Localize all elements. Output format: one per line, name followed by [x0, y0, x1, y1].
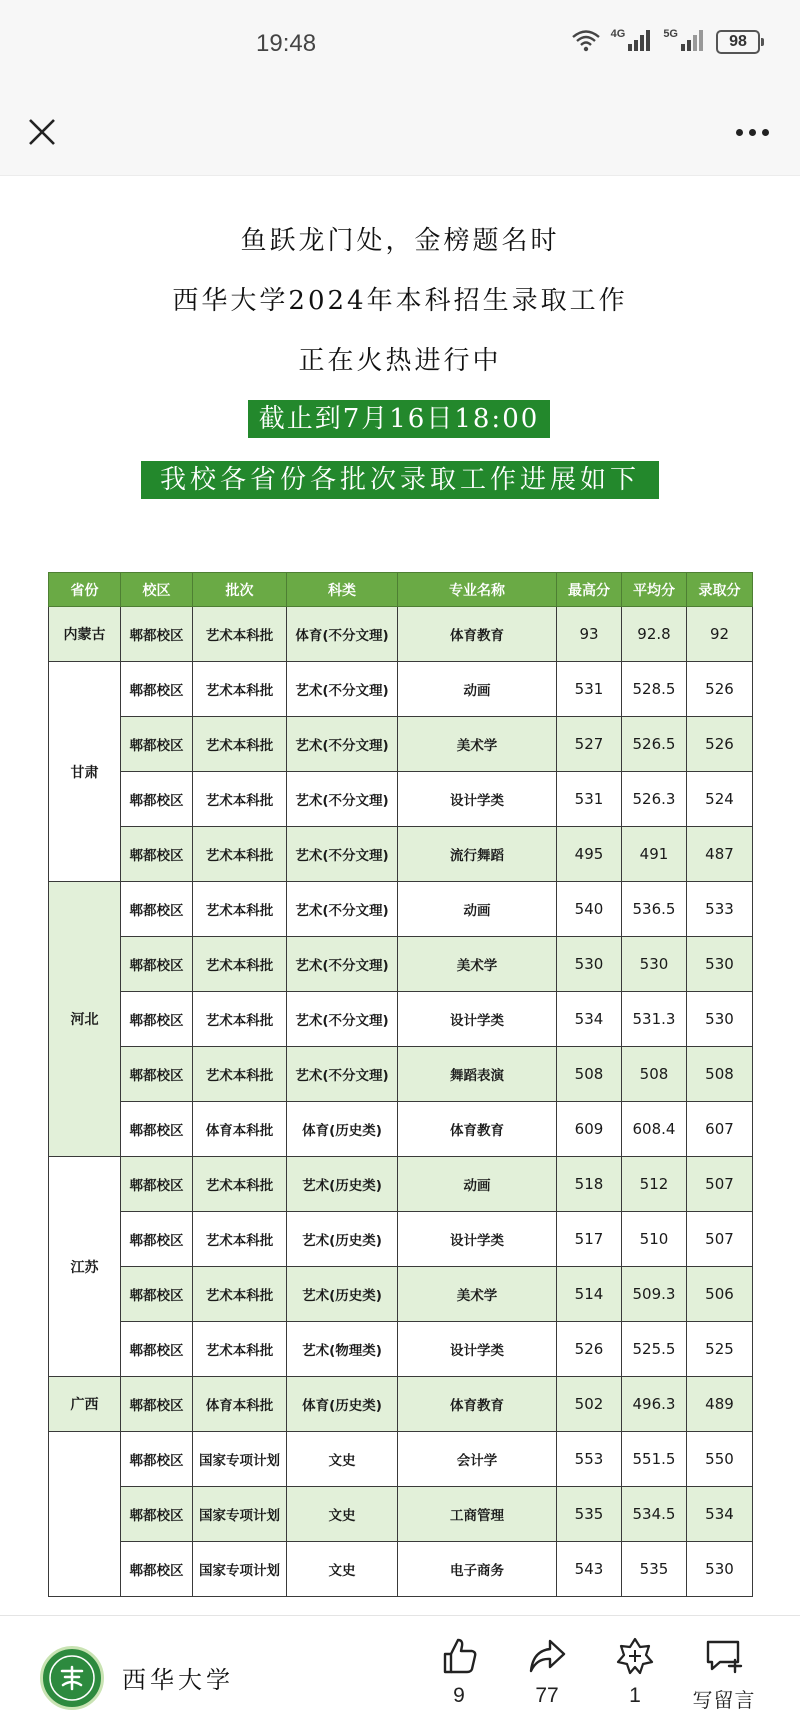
campus-cell: 郫都校区: [121, 1487, 193, 1542]
admit-score-cell: 525: [687, 1322, 753, 1377]
signal-icon: [680, 28, 706, 56]
batch-cell: 体育本科批: [193, 1377, 287, 1432]
max-score-cell: 502: [557, 1377, 622, 1432]
batch-cell: 艺术本科批: [193, 662, 287, 717]
network-label-2: 5G: [663, 28, 678, 40]
major-cell: 工商管理: [398, 1487, 557, 1542]
avg-score-cell: 528.5: [622, 662, 687, 717]
network-label-1: 4G: [610, 28, 626, 40]
table-row: [49, 827, 753, 882]
avg-score-cell: 496.3: [622, 1377, 687, 1432]
table-row: [49, 1487, 753, 1542]
avg-score-cell: 508: [622, 1047, 687, 1102]
wow-count: 1: [629, 1684, 641, 1707]
more-button[interactable]: [722, 108, 782, 156]
major-cell: 动画: [398, 1157, 557, 1212]
table-row: [49, 662, 753, 717]
table-row: [49, 1542, 753, 1597]
account-name[interactable]: 西华大学: [122, 1666, 234, 1694]
table-row: [49, 1432, 753, 1487]
table-row: [49, 607, 753, 662]
university-logo-icon[interactable]: [40, 1646, 104, 1710]
avg-score-cell: 526.3: [622, 772, 687, 827]
comment-label: 写留言: [692, 1688, 756, 1712]
more-icon-dot: [749, 129, 756, 136]
major-cell: 设计学类: [398, 1212, 557, 1267]
campus-cell: 郫都校区: [121, 937, 193, 992]
campus-cell: 郫都校区: [121, 1542, 193, 1597]
subject-cell: 艺术(物理类): [287, 1322, 398, 1377]
deadline-banner: 截止到7月16日18:00: [248, 400, 550, 438]
column-header: 批次: [193, 573, 287, 607]
wifi-icon: [571, 28, 601, 56]
table-row: [49, 1212, 753, 1267]
comment-plus-icon: [704, 1636, 744, 1676]
table-row: [49, 937, 753, 992]
campus-cell: 郫都校区: [121, 1212, 193, 1267]
max-score-cell: 508: [557, 1047, 622, 1102]
bottom-bar: [0, 1615, 800, 1732]
avg-score-cell: 512: [622, 1157, 687, 1212]
status-bar: [0, 0, 800, 90]
table-row: [49, 882, 753, 937]
subject-cell: 艺术(不分文理): [287, 827, 398, 882]
table-row: [49, 1157, 753, 1212]
table-row: [49, 992, 753, 1047]
admission-table: [48, 572, 753, 1597]
batch-cell: 艺术本科批: [193, 717, 287, 772]
avg-score-cell: 491: [622, 827, 687, 882]
table-row: [49, 717, 753, 772]
major-cell: 美术学: [398, 717, 557, 772]
avg-score-cell: 608.4: [622, 1102, 687, 1157]
max-score-cell: 514: [557, 1267, 622, 1322]
campus-cell: 郫都校区: [121, 1047, 193, 1102]
table-row: [49, 1322, 753, 1377]
major-cell: 设计学类: [398, 1322, 557, 1377]
avg-score-cell: 509.3: [622, 1267, 687, 1322]
column-header: 平均分: [622, 573, 687, 607]
share-icon: [527, 1636, 567, 1676]
batch-cell: 艺术本科批: [193, 1322, 287, 1377]
province-cell: 甘肃: [49, 662, 121, 882]
max-score-cell: 526: [557, 1322, 622, 1377]
province-cell: 广西: [49, 1377, 121, 1432]
admit-score-cell: 550: [687, 1432, 753, 1487]
max-score-cell: 530: [557, 937, 622, 992]
table-header-row: [49, 573, 753, 607]
subject-cell: 体育(不分文理): [287, 607, 398, 662]
campus-cell: 郫都校区: [121, 1267, 193, 1322]
close-icon: [26, 116, 58, 148]
subject-cell: 文史: [287, 1542, 398, 1597]
headline-line-1: 鱼跃龙门处，金榜题名时: [240, 226, 560, 256]
table-row: [49, 1047, 753, 1102]
avg-score-cell: 530: [622, 937, 687, 992]
admit-score-cell: 534: [687, 1487, 753, 1542]
admit-score-cell: 524: [687, 772, 753, 827]
share-count: 77: [535, 1684, 559, 1707]
major-cell: 美术学: [398, 1267, 557, 1322]
major-cell: 动画: [398, 882, 557, 937]
subject-cell: 艺术(不分文理): [287, 882, 398, 937]
admit-score-cell: 489: [687, 1377, 753, 1432]
max-score-cell: 531: [557, 772, 622, 827]
max-score-cell: 495: [557, 827, 622, 882]
major-cell: 动画: [398, 662, 557, 717]
major-cell: 设计学类: [398, 772, 557, 827]
column-header: 专业名称: [398, 573, 557, 607]
max-score-cell: 534: [557, 992, 622, 1047]
batch-cell: 艺术本科批: [193, 1212, 287, 1267]
province-cell: [49, 1432, 121, 1597]
campus-cell: 郫都校区: [121, 882, 193, 937]
admit-score-cell: 507: [687, 1157, 753, 1212]
table-body: [49, 607, 753, 1597]
avg-score-cell: 551.5: [622, 1432, 687, 1487]
headline-line-3: 正在火热进行中: [298, 346, 502, 376]
batch-cell: 国家专项计划: [193, 1432, 287, 1487]
major-cell: 美术学: [398, 937, 557, 992]
max-score-cell: 540: [557, 882, 622, 937]
admit-score-cell: 487: [687, 827, 753, 882]
campus-cell: 郫都校区: [121, 772, 193, 827]
campus-cell: 郫都校区: [121, 1322, 193, 1377]
batch-cell: 艺术本科批: [193, 1267, 287, 1322]
major-cell: 体育教育: [398, 607, 557, 662]
subject-cell: 文史: [287, 1487, 398, 1542]
column-header: 校区: [121, 573, 193, 607]
comment-button[interactable]: [684, 1636, 764, 1713]
subject-cell: 艺术(不分文理): [287, 717, 398, 772]
battery-icon: 98: [716, 30, 760, 54]
max-score-cell: 609: [557, 1102, 622, 1157]
campus-cell: 郫都校区: [121, 717, 193, 772]
campus-cell: 郫都校区: [121, 1377, 193, 1432]
thumbs-up-icon: [439, 1636, 479, 1676]
admit-score-cell: 530: [687, 992, 753, 1047]
like-count: 9: [453, 1684, 465, 1707]
batch-cell: 国家专项计划: [193, 1542, 287, 1597]
headline-line-2: 西华大学2024年本科招生录取工作: [172, 286, 628, 316]
subject-cell: 艺术(不分文理): [287, 937, 398, 992]
table-row: [49, 772, 753, 827]
admit-score-cell: 506: [687, 1267, 753, 1322]
subject-cell: 艺术(历史类): [287, 1267, 398, 1322]
column-header: 科类: [287, 573, 398, 607]
campus-cell: 郫都校区: [121, 607, 193, 662]
status-time: 19:48: [256, 30, 317, 57]
batch-cell: 艺术本科批: [193, 937, 287, 992]
table-row: [49, 1267, 753, 1322]
table-row: [49, 1377, 753, 1432]
max-score-cell: 517: [557, 1212, 622, 1267]
avg-score-cell: 510: [622, 1212, 687, 1267]
more-icon-dot: [762, 129, 769, 136]
batch-cell: 艺术本科批: [193, 772, 287, 827]
campus-cell: 郫都校区: [121, 992, 193, 1047]
campus-cell: 郫都校区: [121, 1157, 193, 1212]
avg-score-cell: 92.8: [622, 607, 687, 662]
max-score-cell: 527: [557, 717, 622, 772]
major-cell: 流行舞蹈: [398, 827, 557, 882]
campus-cell: 郫都校区: [121, 827, 193, 882]
subject-cell: 体育(历史类): [287, 1102, 398, 1157]
subject-cell: 文史: [287, 1432, 398, 1487]
max-score-cell: 93: [557, 607, 622, 662]
subject-cell: 艺术(历史类): [287, 1157, 398, 1212]
batch-cell: 艺术本科批: [193, 827, 287, 882]
province-cell: 江苏: [49, 1157, 121, 1377]
admit-score-cell: 533: [687, 882, 753, 937]
campus-cell: 郫都校区: [121, 662, 193, 717]
subject-cell: 艺术(历史类): [287, 1212, 398, 1267]
batch-cell: 艺术本科批: [193, 882, 287, 937]
column-header: 省份: [49, 573, 121, 607]
admit-score-cell: 526: [687, 662, 753, 717]
subject-cell: 艺术(不分文理): [287, 992, 398, 1047]
nav-bar: [0, 90, 800, 176]
admit-score-cell: 92: [687, 607, 753, 662]
batch-cell: 艺术本科批: [193, 607, 287, 662]
avg-score-cell: 534.5: [622, 1487, 687, 1542]
close-button[interactable]: [18, 108, 66, 156]
admit-score-cell: 508: [687, 1047, 753, 1102]
max-score-cell: 553: [557, 1432, 622, 1487]
admit-score-cell: 530: [687, 1542, 753, 1597]
province-cell: 内蒙古: [49, 607, 121, 662]
max-score-cell: 543: [557, 1542, 622, 1597]
admit-score-cell: 607: [687, 1102, 753, 1157]
subject-cell: 艺术(不分文理): [287, 772, 398, 827]
subject-cell: 艺术(不分文理): [287, 662, 398, 717]
avg-score-cell: 531.3: [622, 992, 687, 1047]
subject-cell: 体育(历史类): [287, 1377, 398, 1432]
signal-icon: [627, 28, 653, 56]
batch-cell: 体育本科批: [193, 1102, 287, 1157]
admit-score-cell: 526: [687, 717, 753, 772]
share-button[interactable]: [507, 1636, 587, 1708]
major-cell: 设计学类: [398, 992, 557, 1047]
avg-score-cell: 535: [622, 1542, 687, 1597]
province-cell: 河北: [49, 882, 121, 1157]
campus-cell: 郫都校区: [121, 1432, 193, 1487]
batch-cell: 艺术本科批: [193, 992, 287, 1047]
progress-banner: 我校各省份各批次录取工作进展如下: [141, 461, 659, 499]
major-cell: 体育教育: [398, 1377, 557, 1432]
avg-score-cell: 525.5: [622, 1322, 687, 1377]
column-header: 最高分: [557, 573, 622, 607]
major-cell: 电子商务: [398, 1542, 557, 1597]
subject-cell: 艺术(不分文理): [287, 1047, 398, 1102]
wow-icon: [615, 1636, 655, 1676]
campus-cell: 郫都校区: [121, 1102, 193, 1157]
more-icon-dot: [736, 129, 743, 136]
max-score-cell: 535: [557, 1487, 622, 1542]
max-score-cell: 518: [557, 1157, 622, 1212]
column-header: 录取分: [687, 573, 753, 607]
wow-button[interactable]: [595, 1636, 675, 1708]
major-cell: 会计学: [398, 1432, 557, 1487]
avg-score-cell: 536.5: [622, 882, 687, 937]
avg-score-cell: 526.5: [622, 717, 687, 772]
batch-cell: 国家专项计划: [193, 1487, 287, 1542]
max-score-cell: 531: [557, 662, 622, 717]
major-cell: 舞蹈表演: [398, 1047, 557, 1102]
batch-cell: 艺术本科批: [193, 1047, 287, 1102]
batch-cell: 艺术本科批: [193, 1157, 287, 1212]
major-cell: 体育教育: [398, 1102, 557, 1157]
like-button[interactable]: [419, 1636, 499, 1708]
admit-score-cell: 530: [687, 937, 753, 992]
table-row: [49, 1102, 753, 1157]
status-icons: [571, 28, 760, 56]
admit-score-cell: 507: [687, 1212, 753, 1267]
